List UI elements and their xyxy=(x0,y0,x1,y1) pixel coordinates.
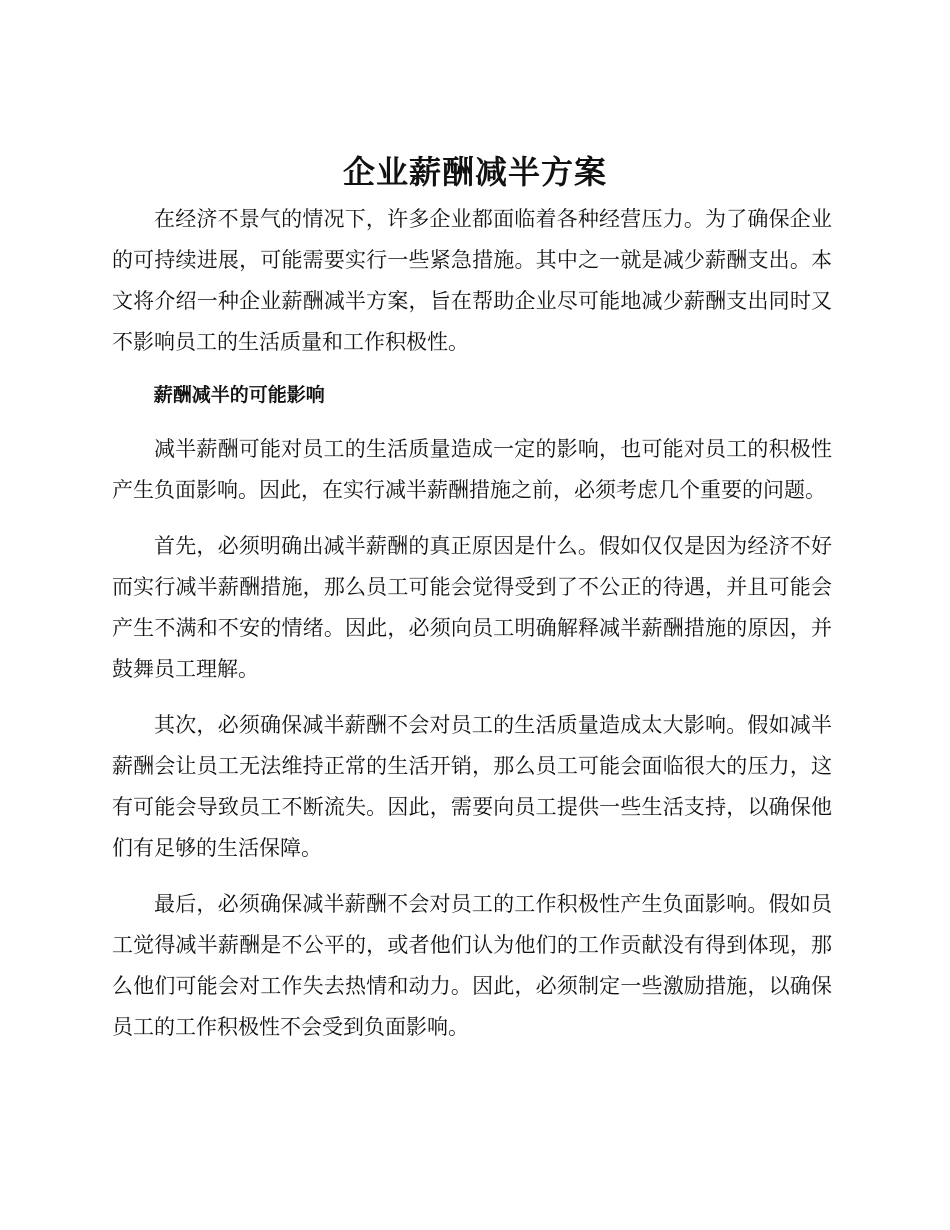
body-paragraph: 其次，必须确保减半薪酬不会对员工的生活质量造成太大影响。假如减半薪酬会让员工无法维持正常的生活开销，那么员工可能会面临很大的压力，这有可能会导致员工不断流失。因此，需要向员工提供一些生活支持，以确保他们有足够的生活保障。 xyxy=(112,713,832,860)
body-paragraph: 最后，必须确保减半薪酬不会对员工的工作积极性产生负面影响。假如员工觉得减半薪酬是不公平的，或者他们认为他们的工作贡献没有得到体现，那么他们可能会对工作失去热情和动力。因此，必须制定一些激励措施，以确保员工的工作积极性不会受到负面影响。 xyxy=(112,892,832,1039)
document-title: 企业薪酬减半方案 xyxy=(342,153,607,191)
document-body xyxy=(112,199,832,1048)
body-paragraph: 首先，必须明确出减半薪酬的真正原因是什么。假如仅仅是因为经济不好而实行减半薪酬措施，那么员工可能会觉得受到了不公正的待遇，并且可能会产生不满和不安的情绪。因此，必须向员工明确解释减半薪酬措施的原因，并鼓舞员工理解。 xyxy=(112,534,832,681)
intro-paragraph: 在经济不景气的情况下，许多企业都面临着各种经营压力。为了确保企业的可持续进展，可能需要实行一些紧急措施。其中之一就是减少薪酬支出。本文将介绍一种企业薪酬减半方案，旨在帮助企业尽可能地减少薪酬支出同时又不影响员工的生活质量和工作积极性。 xyxy=(112,207,832,354)
section-heading: 薪酬减半的可能影响 xyxy=(153,384,325,406)
body-paragraph: 减半薪酬可能对员工的生活质量造成一定的影响，也可能对员工的积极性产生负面影响。因此，在实行减半薪酬措施之前，必须考虑几个重要的问题。 xyxy=(112,437,832,502)
